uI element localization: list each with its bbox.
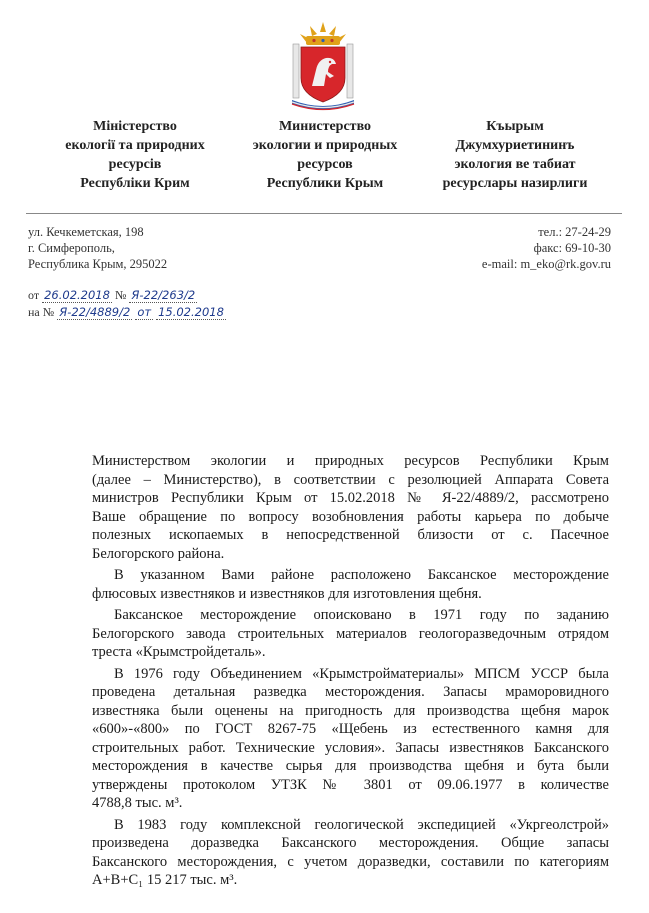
body-line: Баксанского месторождения, с учетом доразведки, составили по категориям <box>92 853 609 870</box>
header-crimean-tatar-line: ресурслары назирлиги <box>442 176 588 191</box>
paragraph-1 <box>92 452 609 563</box>
to-date-label: от <box>137 305 152 319</box>
body-line: В 1976 году Объединением «Крымстройматериалы» МПСМ УССР была <box>114 665 609 682</box>
header-russian-line: экологии и природных <box>252 138 398 153</box>
header-crimean-tatar-line: экология ве табиат <box>454 157 576 172</box>
body-line: проведена детальная разведка месторождения. Запасы мраморовидного <box>92 684 609 700</box>
body-line: утверждены протоколом УТЗК № 3801 от 09.06.1977 в количестве <box>92 776 609 793</box>
crimea-coat-of-arms-icon <box>290 20 356 112</box>
address-line: Республика Крым, 295022 <box>28 257 168 271</box>
body-line: Белогорского района. <box>92 545 225 562</box>
body-line: «600»-«800» по ГОСТ 8267-75 «Щебень из естественного камня для <box>92 721 609 737</box>
body-line: полезных ископаемых в непосредственной близости от с. Пасечное <box>92 527 609 543</box>
header-crimean-tatar-line: Къырым <box>486 119 544 134</box>
header-russian-line: Министерство <box>278 119 372 134</box>
header-russian <box>230 117 420 193</box>
body-line: министров Республики Крым от 15.02.2018 № Я-22/4889/2, рассмотрено <box>92 490 609 506</box>
header-ukrainian-line: Республіки Крим <box>80 176 190 191</box>
header-crimean-tatar <box>420 117 610 193</box>
to-prefix: на № <box>28 305 55 319</box>
header-ukrainian-line: екології та природних <box>65 138 205 153</box>
header-russian-line: ресурсов <box>297 157 353 172</box>
body-line: 4788,8 тыс. м³. <box>92 795 183 811</box>
header-divider <box>26 213 622 214</box>
document-references <box>28 287 226 321</box>
header-crimean-tatar-line: Джумхуриетининъ <box>455 138 575 153</box>
to-number: Я-22/4889/2 <box>59 305 131 319</box>
body-line: В 1983 году комплексной геологической экспедицией «Укргеолстрой» <box>114 816 609 833</box>
body-line: Баксанское месторождение опоисковано в 1971 году по заданию <box>114 607 609 623</box>
header-ukrainian-line: Міністерство <box>93 119 177 134</box>
header-ukrainian-line: ресурсів <box>108 157 162 172</box>
from-prefix: от <box>28 288 40 302</box>
incoming-reference <box>28 304 226 321</box>
paragraph-4 <box>92 665 609 813</box>
body-line: строительных работ. Технические условия». Запасы известняков Баксанского <box>92 739 609 756</box>
body-line: Ваше обращение по вопросу возобновления работы карьера по добыче <box>92 508 609 525</box>
body-line: (далее – Министерство), в соответствии с резолюцией Аппарата Совета <box>92 471 609 488</box>
outgoing-reference <box>28 287 226 304</box>
from-date: 26.02.2018 <box>44 288 110 302</box>
to-date: 15.02.2018 <box>158 305 224 319</box>
header-ukrainian <box>50 117 220 193</box>
body-line: произведена доразведка Баксанского месторождения. Общие запасы <box>92 835 609 851</box>
address-line: г. Симферополь, <box>28 241 115 255</box>
body-line: Министерством экологии и природных ресурсов Республики Крым <box>92 453 609 469</box>
header-russian-line: Республики Крым <box>266 176 384 191</box>
address-line: ул. Кечкеметская, 198 <box>28 225 144 239</box>
email: e-mail: m_eko@rk.gov.ru <box>481 257 611 271</box>
body-line: треста «Крымстройдеталь». <box>92 644 266 660</box>
from-number: Я-22/263/2 <box>131 288 196 302</box>
phone: тел.: 27-24-29 <box>538 225 611 239</box>
from-number-label: № <box>114 288 127 302</box>
paragraph-5 <box>92 816 609 890</box>
body-line: А+В+С₁ 15 217 тыс. м³. <box>92 872 238 888</box>
body-line: известняка были оценены на пригодность для производства щебня марок <box>92 702 609 719</box>
paragraph-2 <box>92 566 609 603</box>
fax: факс: 69-10-30 <box>533 241 611 255</box>
body-line: флюсовых известняков и известняков для изготовления щебня. <box>92 585 482 602</box>
body-line: Белогорского завода строительных материалов геологоразведочным отрядом <box>92 625 609 642</box>
body-line: В указанном Вами районе расположено Баксанское месторождение <box>114 567 609 583</box>
letter-body <box>92 452 609 893</box>
body-line: месторождения в качестве сырья для производства щебня и бута были <box>92 758 609 774</box>
contact-info <box>482 224 611 272</box>
postal-address <box>28 224 167 272</box>
paragraph-3 <box>92 606 609 662</box>
